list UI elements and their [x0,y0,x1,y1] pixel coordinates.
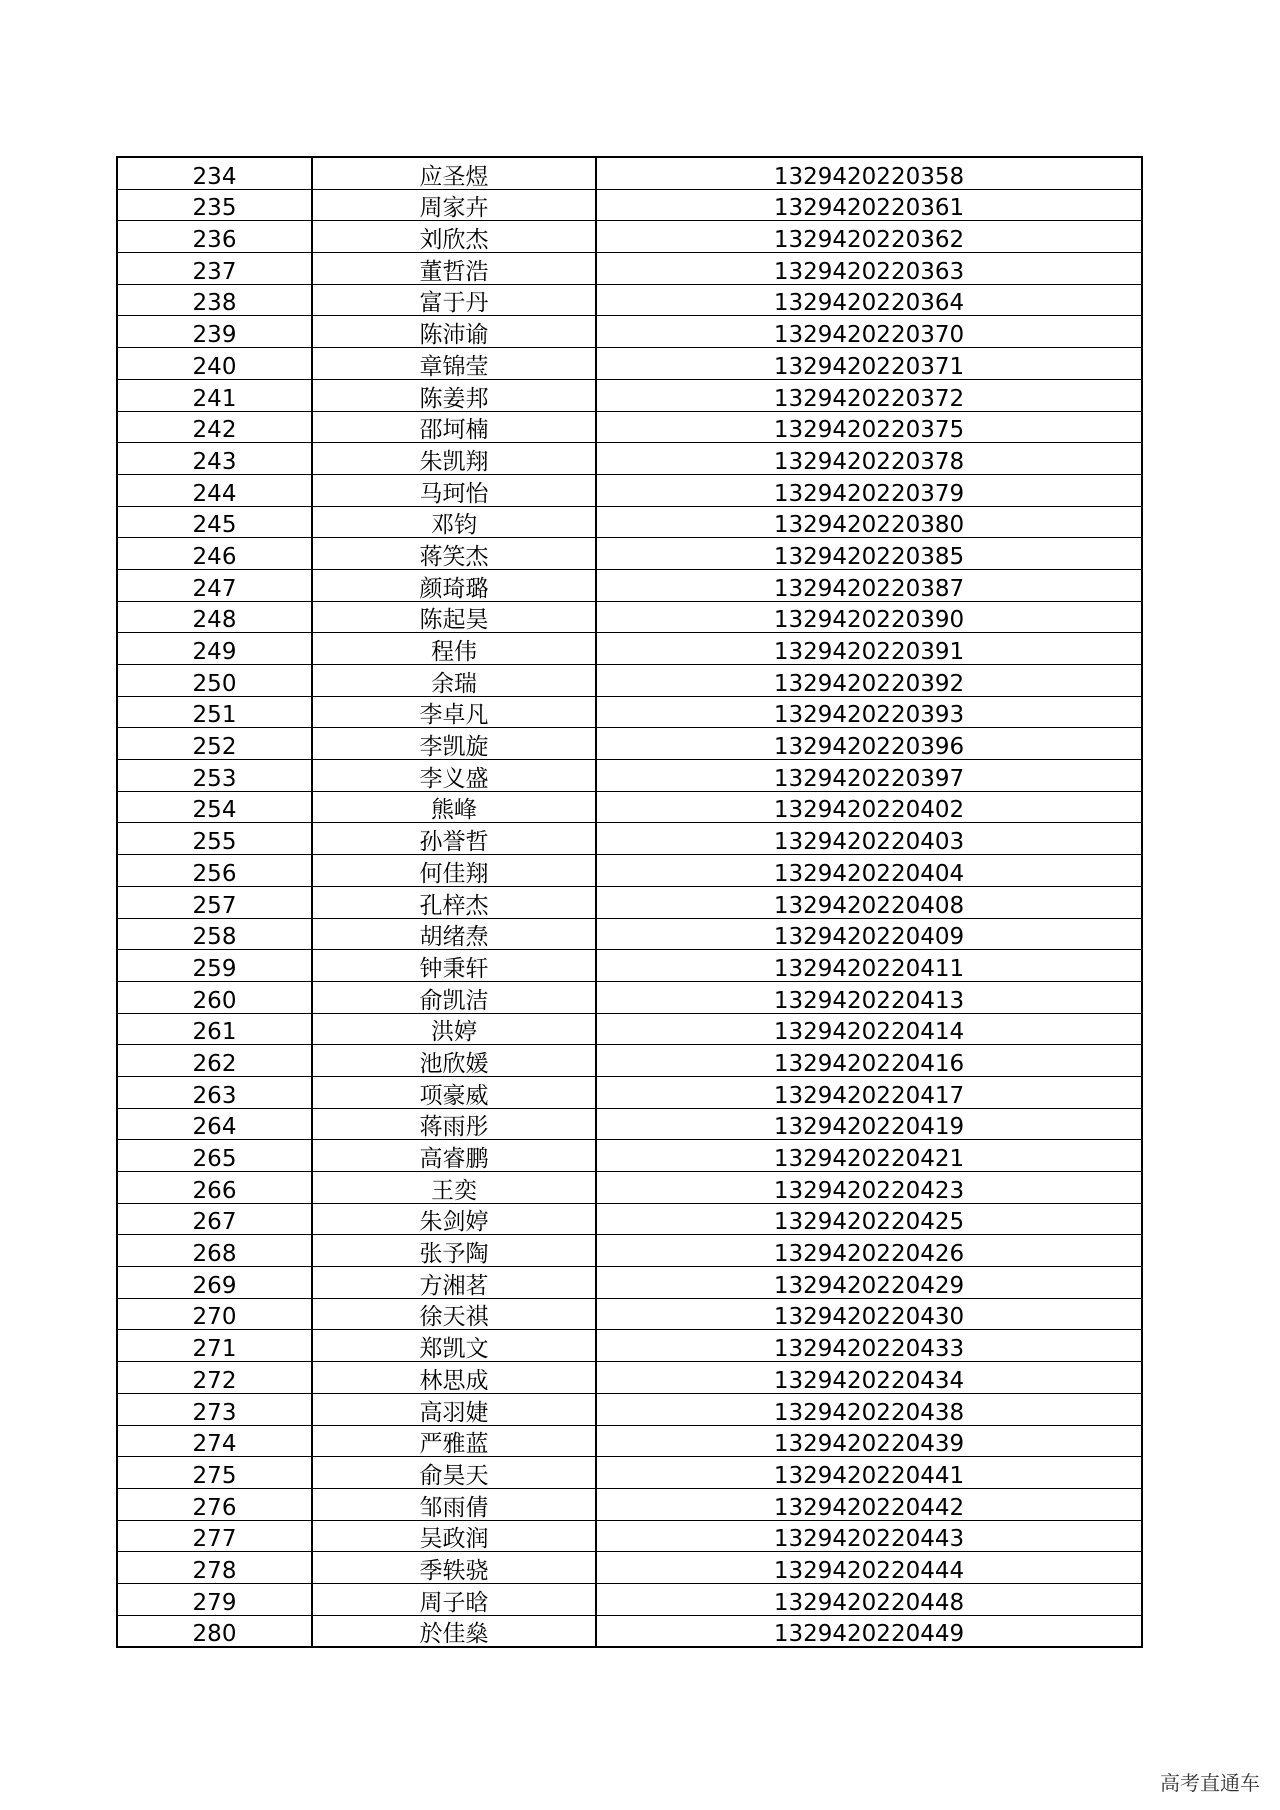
row-name-cell: 俞昊天 [312,1457,596,1489]
row-index-cell: 263 [117,1076,312,1108]
table-row [117,1615,1142,1647]
table-row [117,1108,1142,1140]
row-id-number-cell: 1329420220443 [596,1520,1142,1552]
row-index-cell: 246 [117,538,312,570]
row-name-cell: 池欣媛 [312,1045,596,1077]
table-row [117,1520,1142,1552]
table-row [117,538,1142,570]
row-name-cell: 严雅蓝 [312,1425,596,1457]
table-row [117,1583,1142,1615]
row-index-cell: 261 [117,1013,312,1045]
row-name-cell: 章锦莹 [312,348,596,380]
row-index-cell: 274 [117,1425,312,1457]
row-index-cell: 241 [117,379,312,411]
row-id-number-cell: 1329420220372 [596,379,1142,411]
row-id-number-cell: 1329420220404 [596,855,1142,887]
table-row [117,316,1142,348]
row-id-number-cell: 1329420220413 [596,981,1142,1013]
row-index-cell: 267 [117,1203,312,1235]
row-id-number-cell: 1329420220402 [596,791,1142,823]
row-index-cell: 248 [117,601,312,633]
row-index-cell: 250 [117,665,312,697]
table-row [117,950,1142,982]
row-name-cell: 高羽婕 [312,1393,596,1425]
row-name-cell: 马珂怡 [312,474,596,506]
row-index-cell: 249 [117,633,312,665]
row-id-number-cell: 1329420220403 [596,823,1142,855]
row-id-number-cell: 1329420220423 [596,1172,1142,1204]
row-index-cell: 244 [117,474,312,506]
table-row [117,760,1142,792]
row-id-number-cell: 1329420220411 [596,950,1142,982]
row-index-cell: 240 [117,348,312,380]
row-index-cell: 238 [117,284,312,316]
table-row [117,1172,1142,1204]
row-name-cell: 富于丹 [312,284,596,316]
row-name-cell: 孙誉哲 [312,823,596,855]
row-name-cell: 项豪威 [312,1076,596,1108]
row-index-cell: 236 [117,221,312,253]
row-name-cell: 陈起昊 [312,601,596,633]
table-row [117,443,1142,475]
table-row [117,1393,1142,1425]
table-row [117,348,1142,380]
row-name-cell: 俞凯洁 [312,981,596,1013]
row-name-cell: 邓钧 [312,506,596,538]
table-row [117,696,1142,728]
row-id-number-cell: 1329420220363 [596,253,1142,285]
row-name-cell: 邵坷楠 [312,411,596,443]
row-index-cell: 253 [117,760,312,792]
table-body [117,157,1142,1647]
row-id-number-cell: 1329420220358 [596,157,1142,189]
row-id-number-cell: 1329420220375 [596,411,1142,443]
row-id-number-cell: 1329420220448 [596,1583,1142,1615]
row-id-number-cell: 1329420220414 [596,1013,1142,1045]
table-row [117,189,1142,221]
row-name-cell: 刘欣杰 [312,221,596,253]
row-index-cell: 235 [117,189,312,221]
table-row [117,1330,1142,1362]
row-id-number-cell: 1329420220409 [596,918,1142,950]
row-id-number-cell: 1329420220391 [596,633,1142,665]
row-name-cell: 周子晗 [312,1583,596,1615]
row-name-cell: 张予陶 [312,1235,596,1267]
table-row [117,411,1142,443]
row-name-cell: 何佳翔 [312,855,596,887]
row-id-number-cell: 1329420220449 [596,1615,1142,1647]
row-name-cell: 周家卉 [312,189,596,221]
row-id-number-cell: 1329420220393 [596,696,1142,728]
table-row [117,1488,1142,1520]
table-row [117,981,1142,1013]
row-id-number-cell: 1329420220438 [596,1393,1142,1425]
row-name-cell: 李义盛 [312,760,596,792]
row-id-number-cell: 1329420220364 [596,284,1142,316]
row-name-cell: 董哲浩 [312,253,596,285]
table-row [117,1267,1142,1299]
row-name-cell: 蒋雨彤 [312,1108,596,1140]
row-index-cell: 264 [117,1108,312,1140]
row-name-cell: 林思成 [312,1362,596,1394]
row-name-cell: 朱剑婷 [312,1203,596,1235]
row-name-cell: 余瑞 [312,665,596,697]
table-row [117,633,1142,665]
table-row [117,1298,1142,1330]
row-index-cell: 271 [117,1330,312,1362]
row-id-number-cell: 1329420220396 [596,728,1142,760]
table-row [117,1425,1142,1457]
row-name-cell: 郑凯文 [312,1330,596,1362]
table-row [117,886,1142,918]
row-name-cell: 李凯旋 [312,728,596,760]
row-index-cell: 259 [117,950,312,982]
row-name-cell: 熊峰 [312,791,596,823]
row-id-number-cell: 1329420220444 [596,1552,1142,1584]
row-index-cell: 245 [117,506,312,538]
table-row [117,1203,1142,1235]
row-id-number-cell: 1329420220370 [596,316,1142,348]
row-id-number-cell: 1329420220397 [596,760,1142,792]
table-row [117,1013,1142,1045]
row-name-cell: 陈姜邦 [312,379,596,411]
table-row [117,728,1142,760]
table-row [117,1457,1142,1489]
row-name-cell: 洪婷 [312,1013,596,1045]
row-name-cell: 高睿鹏 [312,1140,596,1172]
row-index-cell: 243 [117,443,312,475]
row-index-cell: 276 [117,1488,312,1520]
table-row [117,221,1142,253]
row-name-cell: 颜琦璐 [312,569,596,601]
row-index-cell: 272 [117,1362,312,1394]
row-index-cell: 239 [117,316,312,348]
row-index-cell: 260 [117,981,312,1013]
row-index-cell: 251 [117,696,312,728]
row-name-cell: 蒋笑杰 [312,538,596,570]
row-id-number-cell: 1329420220362 [596,221,1142,253]
row-index-cell: 270 [117,1298,312,1330]
row-name-cell: 於佳燊 [312,1615,596,1647]
row-id-number-cell: 1329420220390 [596,601,1142,633]
row-name-cell: 胡绪焘 [312,918,596,950]
table-row [117,253,1142,285]
row-name-cell: 李卓凡 [312,696,596,728]
row-index-cell: 266 [117,1172,312,1204]
row-id-number-cell: 1329420220442 [596,1488,1142,1520]
row-id-number-cell: 1329420220416 [596,1045,1142,1077]
row-id-number-cell: 1329420220433 [596,1330,1142,1362]
table-row [117,1552,1142,1584]
row-id-number-cell: 1329420220361 [596,189,1142,221]
row-id-number-cell: 1329420220387 [596,569,1142,601]
row-index-cell: 269 [117,1267,312,1299]
row-name-cell: 朱凯翔 [312,443,596,475]
row-index-cell: 262 [117,1045,312,1077]
row-index-cell: 237 [117,253,312,285]
student-list-table [116,156,1143,1648]
table-row [117,791,1142,823]
table-row [117,601,1142,633]
row-index-cell: 257 [117,886,312,918]
table-row [117,665,1142,697]
row-id-number-cell: 1329420220421 [596,1140,1142,1172]
row-index-cell: 273 [117,1393,312,1425]
row-id-number-cell: 1329420220425 [596,1203,1142,1235]
row-id-number-cell: 1329420220417 [596,1076,1142,1108]
row-index-cell: 242 [117,411,312,443]
row-id-number-cell: 1329420220408 [596,886,1142,918]
row-id-number-cell: 1329420220392 [596,665,1142,697]
row-name-cell: 季轶骁 [312,1552,596,1584]
row-name-cell: 方湘茗 [312,1267,596,1299]
row-id-number-cell: 1329420220441 [596,1457,1142,1489]
row-id-number-cell: 1329420220426 [596,1235,1142,1267]
row-index-cell: 268 [117,1235,312,1267]
table-row [117,379,1142,411]
row-name-cell: 徐天祺 [312,1298,596,1330]
row-id-number-cell: 1329420220380 [596,506,1142,538]
row-name-cell: 吴政润 [312,1520,596,1552]
row-id-number-cell: 1329420220439 [596,1425,1142,1457]
table-row [117,506,1142,538]
row-id-number-cell: 1329420220379 [596,474,1142,506]
table-row [117,1235,1142,1267]
row-index-cell: 265 [117,1140,312,1172]
row-name-cell: 孔梓杰 [312,886,596,918]
table-row [117,1076,1142,1108]
row-index-cell: 280 [117,1615,312,1647]
table-row [117,1045,1142,1077]
row-index-cell: 234 [117,157,312,189]
row-id-number-cell: 1329420220430 [596,1298,1142,1330]
row-id-number-cell: 1329420220385 [596,538,1142,570]
row-name-cell: 陈沛谕 [312,316,596,348]
table-row [117,855,1142,887]
row-index-cell: 255 [117,823,312,855]
table-row [117,474,1142,506]
row-name-cell: 程伟 [312,633,596,665]
row-name-cell: 王奕 [312,1172,596,1204]
row-index-cell: 256 [117,855,312,887]
row-name-cell: 钟秉轩 [312,950,596,982]
watermark-text: 高考直通车 [1160,1771,1260,1795]
row-index-cell: 279 [117,1583,312,1615]
row-index-cell: 258 [117,918,312,950]
row-index-cell: 275 [117,1457,312,1489]
table-row [117,284,1142,316]
table-row [117,157,1142,189]
table-row [117,823,1142,855]
row-name-cell: 应圣煜 [312,157,596,189]
table-row [117,1140,1142,1172]
row-index-cell: 277 [117,1520,312,1552]
row-id-number-cell: 1329420220419 [596,1108,1142,1140]
row-name-cell: 邹雨倩 [312,1488,596,1520]
table-row [117,918,1142,950]
row-index-cell: 254 [117,791,312,823]
table-row [117,1362,1142,1394]
row-index-cell: 252 [117,728,312,760]
row-id-number-cell: 1329420220371 [596,348,1142,380]
row-index-cell: 247 [117,569,312,601]
row-id-number-cell: 1329420220378 [596,443,1142,475]
row-index-cell: 278 [117,1552,312,1584]
row-id-number-cell: 1329420220429 [596,1267,1142,1299]
row-id-number-cell: 1329420220434 [596,1362,1142,1394]
table-row [117,569,1142,601]
